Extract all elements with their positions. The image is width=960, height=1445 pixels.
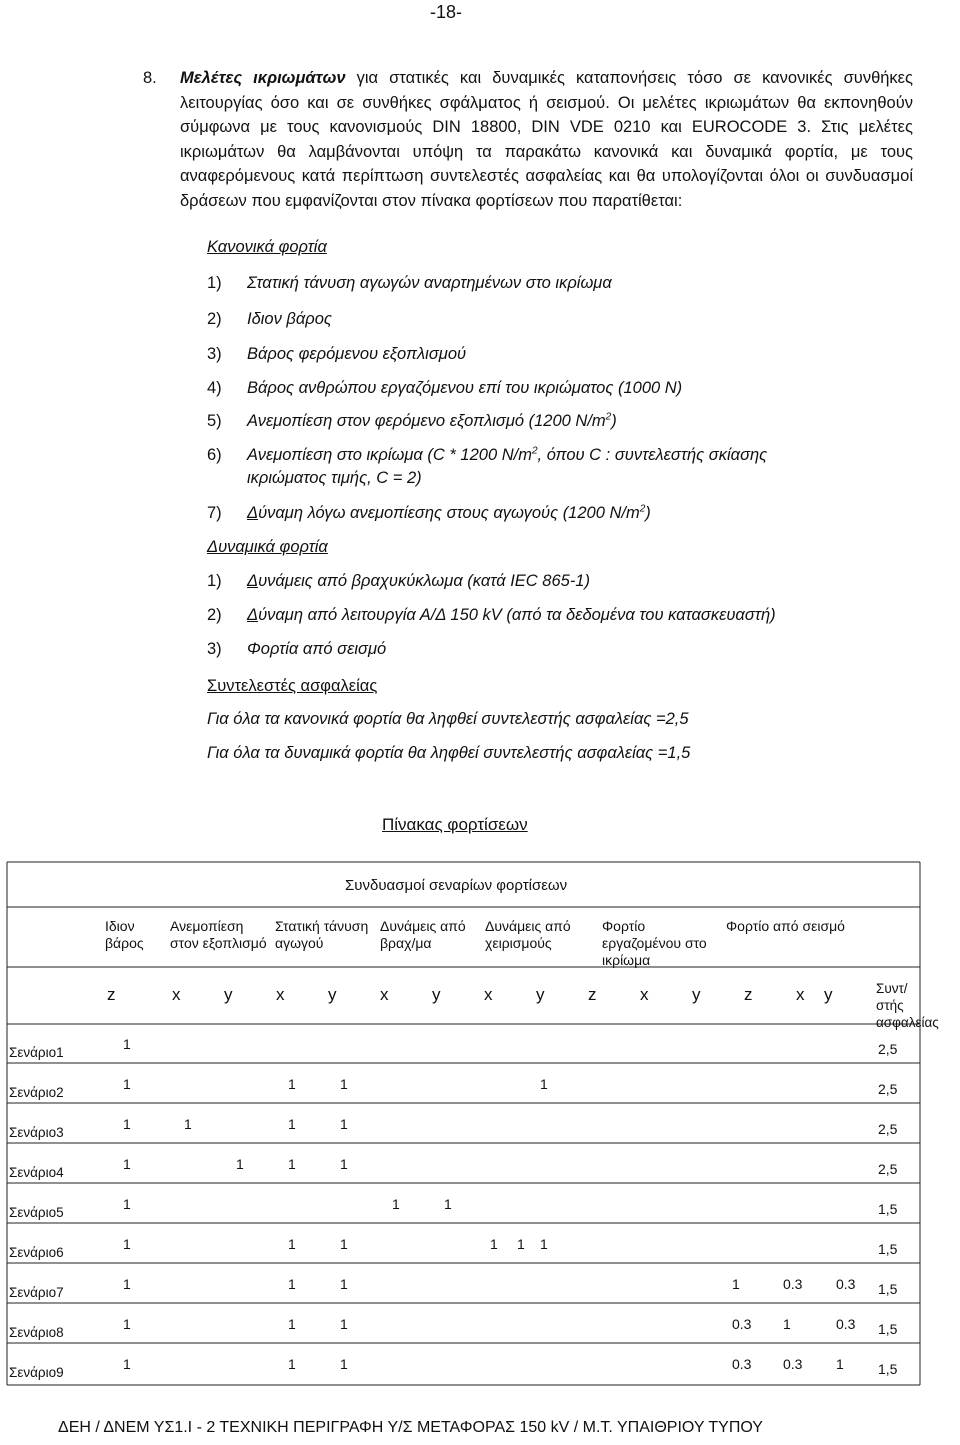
dynamic-loads-heading: Δυναμικά φορτία bbox=[207, 538, 328, 556]
item-number: 1) bbox=[207, 572, 222, 590]
table-factor-cell: 1,5 bbox=[878, 1361, 898, 1377]
table-factor-cell: 1,5 bbox=[878, 1201, 898, 1217]
table-axis-label: x bbox=[172, 985, 181, 1004]
table-axis-label: x bbox=[796, 985, 805, 1004]
table-factor-cell: 2,5 bbox=[878, 1161, 898, 1177]
item-text-underlined: Δ bbox=[247, 572, 259, 590]
table-title: Πίνακας φορτίσεων bbox=[382, 815, 528, 834]
table-axis-label: z bbox=[588, 985, 597, 1004]
table-cell: 1 bbox=[123, 1156, 131, 1172]
item-number: 6) bbox=[207, 446, 222, 464]
table-factor-cell: 2,5 bbox=[878, 1081, 898, 1097]
item-number: 2) bbox=[207, 310, 222, 328]
table-group-header: Στατική τάνυση αγωγού bbox=[275, 918, 369, 951]
safety-line-dynamic: Για όλα τα δυναμικά φορτία θα ληφθεί συντελεστής ασφαλείας =1,5 bbox=[207, 744, 691, 762]
table-row-label: Σενάριο6 bbox=[9, 1245, 64, 1260]
table-cell: 0.3 bbox=[836, 1316, 856, 1332]
item-text-underlined: Δ bbox=[247, 504, 259, 522]
section-number: 8. bbox=[143, 69, 157, 87]
table-group-header: Δυνάμεις από χειρισμούς bbox=[485, 918, 571, 951]
table-axis-label: x bbox=[276, 985, 285, 1004]
table-cell: 1 bbox=[490, 1236, 498, 1252]
table-row-label: Σενάριο1 bbox=[9, 1045, 64, 1060]
table-group-header: Ιδιον βάρος bbox=[105, 918, 144, 951]
table-cell: 1 bbox=[540, 1236, 548, 1252]
item-number: 7) bbox=[207, 504, 222, 522]
item-number: 3) bbox=[207, 640, 222, 658]
page-number: -18- bbox=[430, 2, 463, 22]
table-cell: 1 bbox=[517, 1236, 525, 1252]
normal-load-item-continued: ικριώματος τιμής, C = 2) bbox=[247, 469, 422, 487]
table-row-label: Σενάριο7 bbox=[9, 1285, 64, 1300]
item-text: Στατική τάνυση αγωγών αναρτημένων στο ικρίωμα bbox=[247, 274, 612, 292]
table-axis-label: y bbox=[328, 985, 337, 1004]
table-cell: 0.3 bbox=[732, 1356, 752, 1372]
table-cell: 1 bbox=[288, 1076, 296, 1092]
table-cell: 1 bbox=[340, 1356, 348, 1372]
item-text: Βάρος ανθρώπου εργαζόμενου επί του ικριώματος (1000 N) bbox=[247, 379, 683, 397]
table-row-label: Σενάριο9 bbox=[9, 1365, 64, 1380]
table-row-label: Σενάριο3 bbox=[9, 1125, 64, 1140]
item-text: Ιδιον βάρος bbox=[247, 310, 332, 328]
table-cell: 1 bbox=[123, 1036, 131, 1052]
table-axis-label: y bbox=[536, 985, 545, 1004]
table-factor-cell: 2,5 bbox=[878, 1041, 898, 1057]
table-axis-label: z bbox=[107, 985, 116, 1004]
table-axis-label: y bbox=[224, 985, 233, 1004]
table-cell: 1 bbox=[123, 1076, 131, 1092]
table-cell: 1 bbox=[184, 1116, 192, 1132]
table-axis-label: z bbox=[744, 985, 753, 1004]
item-text: Ανεμοπίεση στον φερόμενο εξοπλισμό (1200 N/m bbox=[247, 412, 606, 430]
table-cell: 1 bbox=[288, 1116, 296, 1132]
item-text: Βάρος φερόμενου εξοπλισμού bbox=[247, 345, 467, 363]
table-group-header: Ανεμοπίεση στον εξοπλισμό bbox=[170, 918, 267, 951]
table-cell: 0.3 bbox=[836, 1276, 856, 1292]
table-cell: 1 bbox=[540, 1076, 548, 1092]
table-cell: 1 bbox=[288, 1156, 296, 1172]
superscript: 2 bbox=[639, 503, 646, 515]
safety-line-normal: Για όλα τα κανονικά φορτία θα ληφθεί συντελεστής ασφαλείας =2,5 bbox=[207, 710, 689, 728]
table-row-label: Σενάριο2 bbox=[9, 1085, 64, 1100]
table-row-label: Σενάριο8 bbox=[9, 1325, 64, 1340]
table-axis-label: y bbox=[692, 985, 701, 1004]
table-cell: 1 bbox=[340, 1276, 348, 1292]
table-cell: 1 bbox=[288, 1236, 296, 1252]
table-cell: 1 bbox=[236, 1156, 244, 1172]
table-cell: 1 bbox=[123, 1236, 131, 1252]
section-title: Μελέτες ικριωμάτων bbox=[180, 69, 346, 87]
table-cell: 1 bbox=[340, 1156, 348, 1172]
table-cell: 1 bbox=[288, 1276, 296, 1292]
table-factor-cell: 1,5 bbox=[878, 1281, 898, 1297]
table-cell: 0.3 bbox=[783, 1356, 803, 1372]
table-row-label: Σενάριο4 bbox=[9, 1165, 64, 1180]
table-cell: 1 bbox=[288, 1316, 296, 1332]
table-cell: 1 bbox=[340, 1076, 348, 1092]
item-number: 5) bbox=[207, 412, 222, 430]
normal-loads-heading: Κανονικά φορτία bbox=[207, 238, 327, 256]
item-number: 3) bbox=[207, 345, 222, 363]
table-axis-label: x bbox=[640, 985, 649, 1004]
table-group-header: Φορτίο εργαζομένου στο ικρίωμα bbox=[602, 918, 707, 968]
item-text-underlined: Δ bbox=[247, 606, 259, 624]
table-cell: 1 bbox=[123, 1356, 131, 1372]
table-cell: 1 bbox=[288, 1356, 296, 1372]
superscript: 2 bbox=[531, 445, 538, 457]
superscript: 2 bbox=[605, 411, 612, 423]
table-axis-label: x bbox=[484, 985, 493, 1004]
table-cell: 1 bbox=[340, 1316, 348, 1332]
table-cell: 1 bbox=[392, 1196, 400, 1212]
footer: ΔΕΗ / ΔΝΕΜ ΥΣ1.Ι - 2 ΤΕΧΝΙΚΗ ΠΕΡΙΓΡΑΦΗ Υ/Σ ΜΕΤΑΦΟΡΑΣ 150 kV / Μ.Τ. ΥΠΑΙΘΡΙΟΥ ΤΥΠΟΥ bbox=[58, 1419, 763, 1436]
item-text: ύναμη λόγω ανεμοπίεσης στους αγωγούς (1200 N/m bbox=[258, 504, 640, 522]
table-cell: 1 bbox=[340, 1116, 348, 1132]
table-main-header: Συνδυασμοί σεναρίων φορτίσεων bbox=[345, 877, 568, 894]
item-text-after: ) bbox=[611, 412, 617, 430]
table-cell: 1 bbox=[123, 1316, 131, 1332]
table-factor-cell: 1,5 bbox=[878, 1321, 898, 1337]
table-group-header: Δυνάμεις από βραχ/μα bbox=[380, 918, 466, 951]
section-text: για στατικές και δυναμικές καταπονήσεις τόσο σε κανονικές συνθήκες λειτουργίας όσο και σε συνθήκες σφάλματος ή σεισμού. Οι μελέτες ικριωμάτων θα εκπονηθούν σύμφωνα με τους κανονισμούς DIN 18800, DIN VDE 0210 και EUROCODE 3. Στις μελέτες ικριωμάτων θα λαμβάνονται υπόψη τα παρακάτω κανονικά και δυναμικά φορτία, με τους αναφερόμενους κατά περίπτωση συντελεστές ασφαλείας και θα υπολογίζονται όλοι οι συνδυασμοί δράσεων που εμφανίζονται στον πίνακα φορτίσεων που παρατίθεται: bbox=[180, 69, 913, 210]
item-text: Ανεμοπίεση στο ικρίωμα (C * 1200 N/m bbox=[247, 446, 532, 464]
table-cell: 1 bbox=[444, 1196, 452, 1212]
table-factor-cell: 1,5 bbox=[878, 1241, 898, 1257]
table-cell: 0.3 bbox=[783, 1276, 803, 1292]
item-number: 2) bbox=[207, 606, 222, 624]
table-cell: 1 bbox=[123, 1196, 131, 1212]
table-axis-label: y bbox=[432, 985, 441, 1004]
item-text: ύναμη από λειτουργία Α/Δ 150 kV (από τα δεδομένα του κατασκευαστή) bbox=[258, 606, 776, 624]
safety-heading: Συντελεστές ασφαλείας bbox=[207, 677, 378, 695]
table-axis-label: x bbox=[380, 985, 389, 1004]
item-text-after: , όπου C : συντελεστής σκίασης bbox=[537, 446, 768, 464]
item-text-after: ) bbox=[645, 504, 651, 522]
table-axis-label: y bbox=[824, 985, 833, 1004]
table-cell: 1 bbox=[123, 1276, 131, 1292]
table-cell: 1 bbox=[340, 1236, 348, 1252]
table-factor-cell: 2,5 bbox=[878, 1121, 898, 1137]
table-cell: 1 bbox=[836, 1356, 844, 1372]
table-cell: 1 bbox=[783, 1316, 791, 1332]
item-text: Φορτία από σεισμό bbox=[247, 640, 387, 658]
table-row-label: Σενάριο5 bbox=[9, 1205, 64, 1220]
item-number: 1) bbox=[207, 274, 222, 292]
item-text: υνάμεις από βραχυκύκλωμα (κατά IEC 865-1) bbox=[258, 572, 590, 590]
table-cell: 1 bbox=[732, 1276, 740, 1292]
item-number: 4) bbox=[207, 379, 222, 397]
table-factor-header: Συντ/στής ασφαλείας bbox=[876, 981, 939, 1030]
table-group-header: Φορτίο από σεισμό bbox=[726, 918, 845, 934]
table-cell: 1 bbox=[123, 1116, 131, 1132]
table-cell: 0.3 bbox=[732, 1316, 752, 1332]
